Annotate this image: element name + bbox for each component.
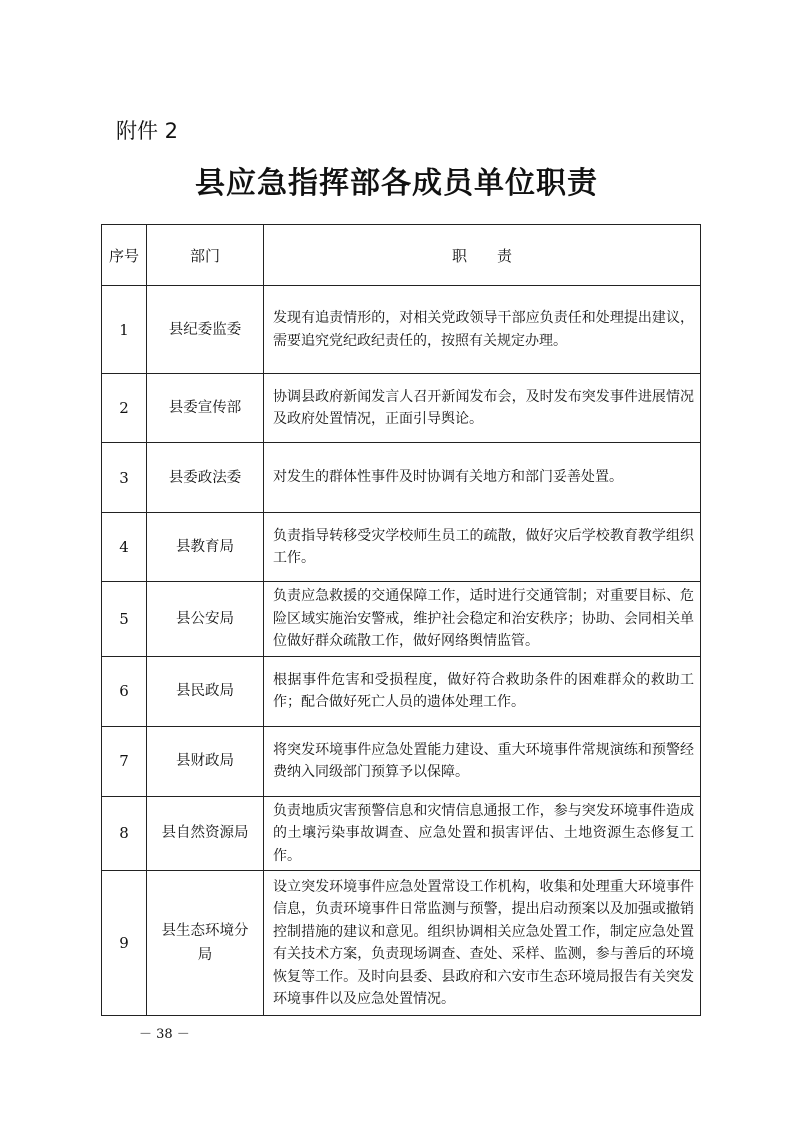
table-row [102,656,701,726]
row-department: 县委政法委 [147,443,264,513]
table-header-row [102,225,701,286]
row-number: 7 [102,726,147,796]
row-number: 4 [102,513,147,582]
row-duty: 负责地质灾害预警信息和灾情信息通报工作，参与突发环境事件造成的土壤污染事故调查、应急处置和损害评估、土地资源生态修复工作。 [264,796,701,871]
table-row [102,871,701,1016]
row-number: 1 [102,286,147,374]
header-duties: 职 责 [264,225,701,286]
row-duty: 对发生的群体性事件及时协调有关地方和部门妥善处置。 [264,443,701,513]
row-department: 县公安局 [147,582,264,657]
row-duty: 发现有追责情形的，对相关党政领导干部应负责任和处理提出建议，需要追究党纪政纪责任的，按照有关规定办理。 [264,286,701,374]
table-row [102,513,701,582]
page-number: － 38 － [139,1027,190,1042]
header-number: 序号 [102,225,147,286]
row-department: 县委宣传部 [147,374,264,443]
table-row [102,582,701,657]
row-number: 2 [102,374,147,443]
table-row [102,726,701,796]
header-department: 部门 [147,225,264,286]
row-number: 9 [102,871,147,1016]
row-department: 县民政局 [147,656,264,726]
row-number: 3 [102,443,147,513]
row-duty: 负责指导转移受灾学校师生员工的疏散，做好灾后学校教育教学组织工作。 [264,513,701,582]
row-department: 县纪委监委 [147,286,264,374]
row-duty: 负责应急救援的交通保障工作，适时进行交通管制；对重要目标、危险区域实施治安警戒，维护社会稳定和治安秩序；协助、会同相关单位做好群众疏散工作，做好网络舆情监管。 [264,582,701,657]
row-department: 县财政局 [147,726,264,796]
table-row [102,443,701,513]
row-department: 县生态环境分局 [147,871,264,1016]
row-department: 县教育局 [147,513,264,582]
table-row [102,286,701,374]
document-title: 县应急指挥部各成员单位职责 [195,166,598,201]
row-department: 县自然资源局 [147,796,264,871]
row-number: 6 [102,656,147,726]
row-number: 8 [102,796,147,871]
row-duty: 根据事件危害和受损程度，做好符合救助条件的困难群众的救助工作；配合做好死亡人员的遗体处理工作。 [264,656,701,726]
duties-table [101,224,701,1016]
row-number: 5 [102,582,147,657]
table-row [102,796,701,871]
table-row [102,374,701,443]
row-duty: 设立突发环境事件应急处置常设工作机构，收集和处理重大环境事件信息，负责环境事件日常监测与预警，提出启动预案以及加强或撤销控制措施的建议和意见。组织协调相关应急处置工作，制定应急处置有关技术方案，负责现场调查、查处、采样、监测，参与善后的环境恢复等工作。及时向县委、县政府和六安市生态环境局报告有关突发环境事件以及应急处置情况。 [264,871,701,1016]
attachment-label: 附件 2 [116,119,179,143]
row-duty: 协调县政府新闻发言人召开新闻发布会，及时发布突发事件进展情况及政府处置情况，正面引导舆论。 [264,374,701,443]
row-duty: 将突发环境事件应急处置能力建设、重大环境事件常规演练和预警经费纳入同级部门预算予以保障。 [264,726,701,796]
